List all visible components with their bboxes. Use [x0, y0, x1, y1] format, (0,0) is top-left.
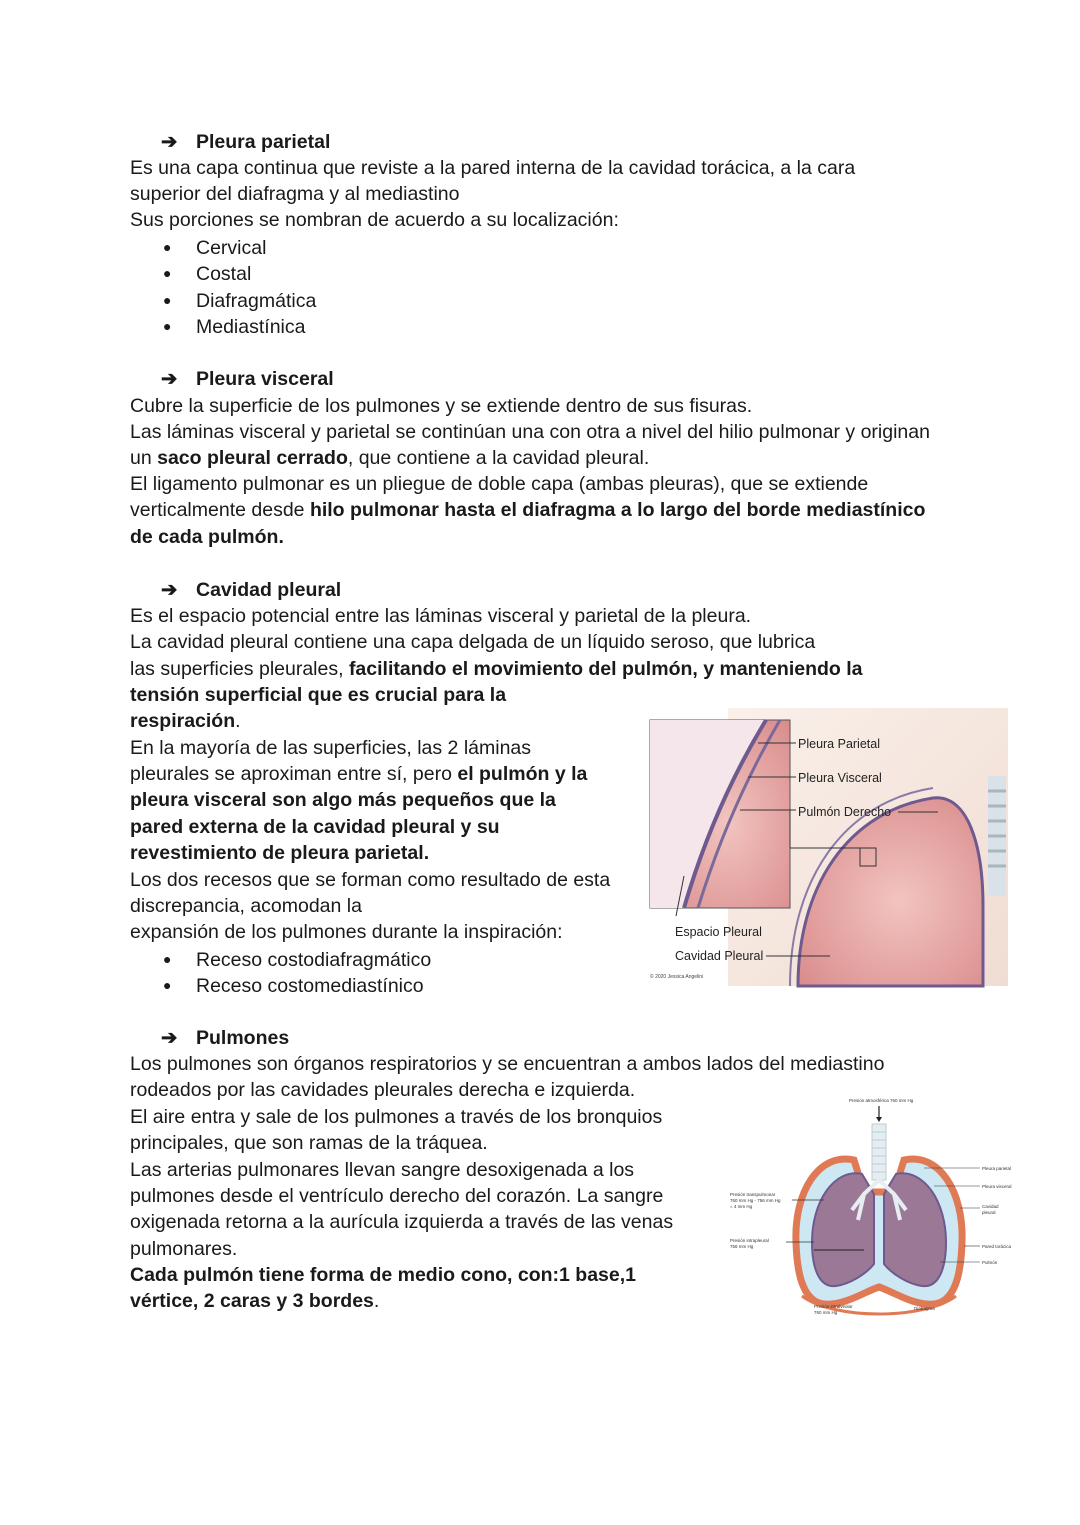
paragraph-line: El aire entra y sale de los pulmones a través de los bronquios [130, 1106, 663, 1128]
paragraph-line: Las láminas visceral y parietal se continúan una con otra a nivel del hilio pulmonar y originan [130, 421, 930, 443]
trachea-rings [988, 776, 1006, 896]
paragraph-line: verticalmente desde hilo pulmonar hasta el diafragma a lo largo del borde mediastínico [130, 499, 926, 521]
paragraph-line: un saco pleural cerrado, que contiene a la cavidad pleural. [130, 447, 650, 469]
paragraph-line: las superficies pleurales, facilitando el movimiento del pulmón, y manteniendo la [130, 658, 863, 680]
label-transpulmonar-result: = 4 mm Hg [730, 1204, 753, 1209]
label-cavidad-pleural: Cavidad Pleural [675, 949, 764, 963]
paragraph-line: Cubre la superficie de los pulmones y se extiende dentro de sus fisuras. [130, 395, 753, 417]
label-cavidad-2b: pleural [982, 1210, 996, 1215]
heading-pleura-parietal: ➔ Pleura parietal [161, 129, 330, 155]
label-presion-atmosferica: Presión atmosférica 760 mm Hg [849, 1098, 914, 1103]
paragraph-line: de cada pulmón. [130, 526, 284, 548]
arrow-icon: ➔ [161, 579, 178, 601]
bullet-icon: ● [163, 239, 172, 255]
paragraph-line: Las arterias pulmonares llevan sangre desoxigenada a los [130, 1159, 635, 1181]
paragraph-line: expansión de los pulmones durante la inspiración: [130, 921, 563, 943]
paragraph-line: principales, que son ramas de la tráquea. [130, 1132, 488, 1154]
label-espacio-pleural: Espacio Pleural [675, 925, 762, 939]
label-intrapleural-value: 756 mm Hg [730, 1244, 754, 1249]
paragraph-line: Es el espacio potencial entre las láminas visceral y parietal de la pleura. [130, 605, 752, 627]
label-diafragma: Diafragma [914, 1306, 935, 1311]
heading-pulmones: ➔ Pulmones [161, 1025, 289, 1051]
paragraph-line: Es una capa continua que reviste a la pared interna de la cavidad torácica, a la cara [130, 157, 856, 179]
paragraph-line: El ligamento pulmonar es un pliegue de doble capa (ambas pleuras), que se extiende [130, 473, 869, 495]
label-intrapleural: Presión intrapleural [730, 1238, 769, 1243]
label-pulmon-derecho: Pulmón Derecho [798, 805, 892, 819]
paragraph-line: tensión superficial que es crucial para la [130, 684, 507, 706]
paragraph-line: Los dos recesos que se forman como resultado de esta [130, 869, 611, 891]
paragraph-line: Cada pulmón tiene forma de medio cono, con:1 base,1 [130, 1264, 637, 1286]
label-pulmon: Pulmón [982, 1260, 998, 1265]
copyright-text: © 2020 Jessica Angelini [650, 974, 704, 980]
label-pared-toracica: Pared torácica [982, 1244, 1012, 1249]
paragraph-line: pared externa de la cavidad pleural y su [130, 816, 500, 838]
paragraph-line: vértice, 2 caras y 3 bordes. [130, 1290, 380, 1312]
label-intralveolar-value: 760 mm Hg [814, 1310, 838, 1315]
label-pleura-visceral-2: Pleura visceral [982, 1184, 1012, 1189]
paragraph-line: pulmonares. [130, 1238, 238, 1260]
label-pleura-parietal: Pleura Parietal [798, 737, 880, 751]
list-item: ● Mediastínica [163, 313, 305, 340]
paragraph-line: Los pulmones son órganos respiratorios y se encuentran a ambos lados del mediastino [130, 1053, 885, 1075]
heading-cavidad-pleural: ➔ Cavidad pleural [161, 577, 341, 603]
bullet-icon: ● [163, 318, 172, 334]
label-intralveolar: Presión intralveolar [814, 1304, 853, 1309]
heading-pleura-visceral: ➔ Pleura visceral [161, 366, 334, 392]
label-transpulmonar-value: 760 mm Hg - 756 mm Hg [730, 1198, 781, 1203]
paragraph-line: pleura visceral son algo más pequeños que la [130, 789, 556, 811]
paragraph-line: pleurales se aproximan entre sí, pero el pulmón y la [130, 763, 588, 785]
pleura-diagram [648, 706, 1010, 988]
paragraph-line: En la mayoría de las superficies, las 2 láminas [130, 737, 532, 759]
bullet-icon: ● [163, 292, 172, 308]
label-cavidad-2: Cavidad [982, 1204, 999, 1209]
label-pleura-visceral: Pleura Visceral [798, 771, 882, 785]
list-item: ● Costal [163, 260, 251, 287]
bullet-icon: ● [163, 951, 172, 967]
list-item: ● Receso costodiafragmático [163, 946, 431, 973]
paragraph-line: pulmones desde el ventrículo derecho del corazón. La sangre [130, 1185, 664, 1207]
bullet-icon: ● [163, 977, 172, 993]
list-item: ● Cervical [163, 234, 266, 261]
paragraph-line: Sus porciones se nombran de acuerdo a su localización: [130, 209, 619, 231]
list-item: ● Receso costomediastínico [163, 972, 424, 999]
label-transpulmonar: Presión transpulmonar [730, 1192, 776, 1197]
lungs-pressure-diagram [724, 1092, 1024, 1324]
label-pleura-parietal-2: Pleura parietal [982, 1166, 1012, 1171]
arrow-icon: ➔ [161, 1027, 178, 1049]
arrow-icon: ➔ [161, 131, 178, 153]
paragraph-line: oxigenada retorna a la aurícula izquierda a través de las venas [130, 1211, 674, 1233]
arrow-icon: ➔ [161, 368, 178, 390]
paragraph-line: respiración. [130, 710, 241, 732]
paragraph-line: rodeados por las cavidades pleurales derecha e izquierda. [130, 1079, 636, 1101]
paragraph-line: discrepancia, acomodan la [130, 895, 362, 917]
list-item: ● Diafragmática [163, 287, 316, 314]
paragraph-line: superior del diafragma y al mediastino [130, 183, 460, 205]
paragraph-line: La cavidad pleural contiene una capa delgada de un líquido seroso, que lubrica [130, 631, 816, 653]
paragraph-line: revestimiento de pleura parietal. [130, 842, 430, 864]
bullet-icon: ● [163, 265, 172, 281]
